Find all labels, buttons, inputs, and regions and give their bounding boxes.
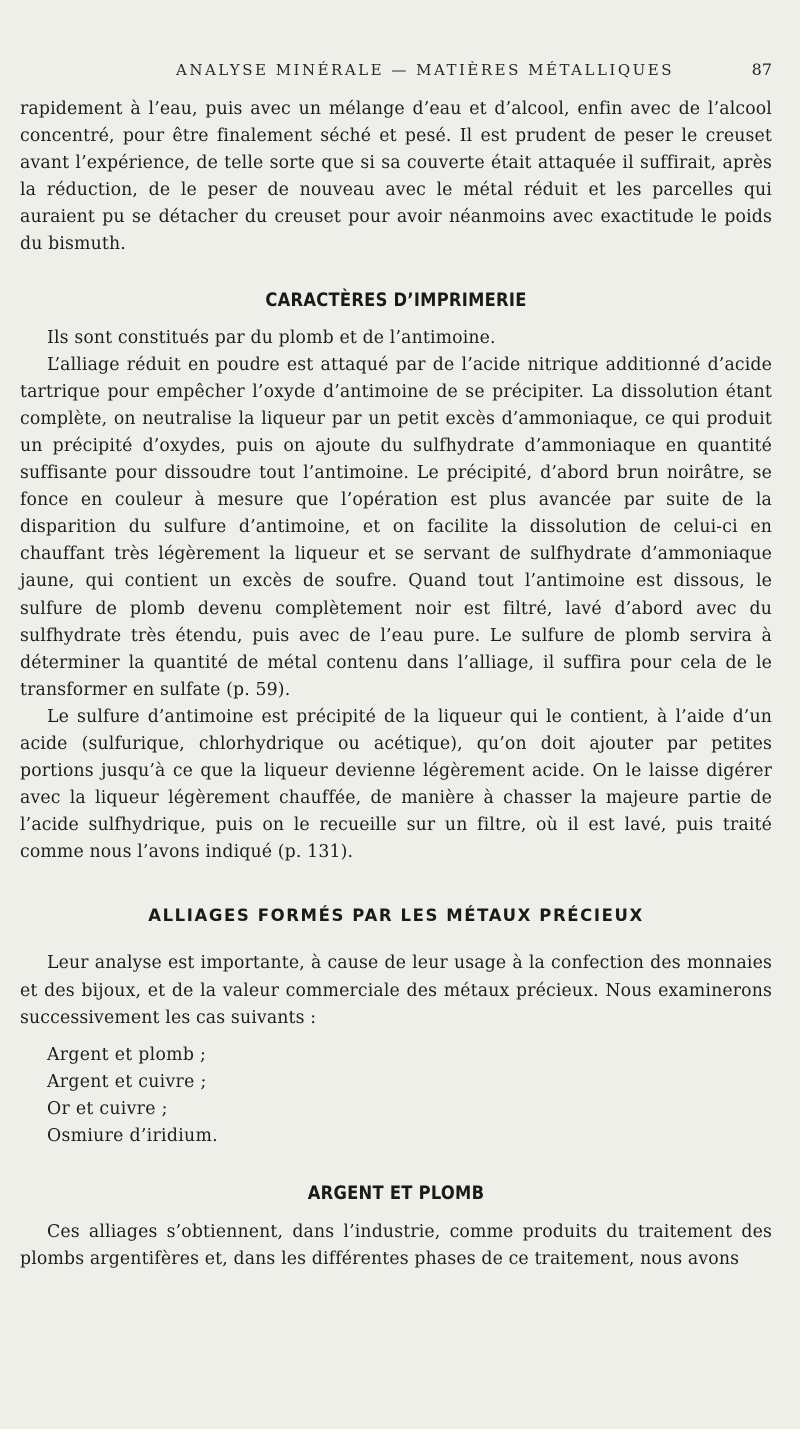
opening-paragraph: rapidement à l’eau, puis avec un mélange d’eau et d’alcool, enfin avec de l’alcool concentré, pour être finalement séché et pesé. Il est prudent de peser le creuset avant l’expérience, de telle sorte que si sa couverte était attaquée il suffirait, après la réduction, de le peser de nouveau avec le métal réduit et les parcelles qui auraient pu se détacher du creuset pour avoir néanmoins avec exactitude le poids du bismuth. (20, 99, 772, 255)
page-number: 87 (751, 60, 772, 79)
section-heading-precious-alloys: ALLIAGES FORMÉS PAR LES MÉTAUX PRÉCIEUX (148, 906, 644, 926)
running-title: ANALYSE MINÉRALE — MATIÈRES MÉTALLIQUES (176, 61, 674, 79)
paragraph-precious-intro: Leur analyse est importante, à cause de leur usage à la confection des monnaies et des bijoux, et de la valeur commerciale des métaux précieux. Nous examinerons successivement les cas suivants : (20, 953, 772, 1028)
alloy-case-list (47, 1042, 772, 1150)
paragraph-silver-lead: Ces alliages s’obtiennent, dans l’industrie, comme produits du traitement des plombs argentifères et, dans les différentes phases de ce traitement, nous avons (20, 1222, 772, 1270)
section-heading-printing-type: CARACTÈRES D’IMPRIMERIE (265, 288, 527, 311)
list-item: Osmiure d’iridium. (47, 1126, 218, 1146)
paragraph-antimony-sulfide: Le sulfure d’antimoine est précipité de la liqueur qui le contient, à l’aide d’un acide (sulfurique, chlorhydrique ou acétique), qu’on doit ajouter par petites portions jusqu’à ce que la liqueur devienne légèrement acide. On le laisse digérer avec la liqueur légèrement chauffée, de manière à chasser la majeure partie de l’acide sulfhydrique, puis on le recueille sur un filtre, où il est lavé, puis traité comme nous l’avons indiqué (p. 131). (20, 706, 772, 863)
list-item: Or et cuivre ; (47, 1098, 168, 1119)
page-header (20, 58, 772, 82)
list-item: Argent et plomb ; (47, 1044, 207, 1065)
paragraph-printing-composition: Ils sont constitués par du plomb et de l’antimoine. (47, 327, 496, 348)
list-item: Argent et cuivre ; (47, 1071, 207, 1092)
paragraph-printing-analysis: L’alliage réduit en poudre est attaqué par de l’acide nitrique additionné d’acide tartrique pour empêcher l’oxyde d’antimoine de se précipiter. La dissolution étant complète, on neutralise la liqueur par un petit excès d’ammoniaque, ce qui produit un précipité d’oxydes, puis on ajoute du sulfhydrate d’ammoniaque en quantité suffisante pour dissoudre tout l’antimoine. Le précipité, d’abord brun noirâtre, se fonce en couleur à mesure que l’opération est plus avancée par suite de la disparition du sulfure d’antimoine, et on facilite la dissolution de celui-ci en chauffant très légèrement la liqueur et se servant de sulfhydrate d’ammoniaque jaune, qui contient un excès de soufre. Quand tout l’antimoine est dissous, le sulfure de plomb devenu complètement noir est filtré, lavé d’abord avec du sulfhydrate très étendu, puis avec de l’eau pure. Le sulfure de plomb servira à déterminer la quantité de métal contenu dans l’alliage, il suffira pour cela de le transformer en sulfate (p. 59). (20, 354, 772, 700)
section-heading-silver-lead: ARGENT ET PLOMB (307, 1182, 485, 1205)
